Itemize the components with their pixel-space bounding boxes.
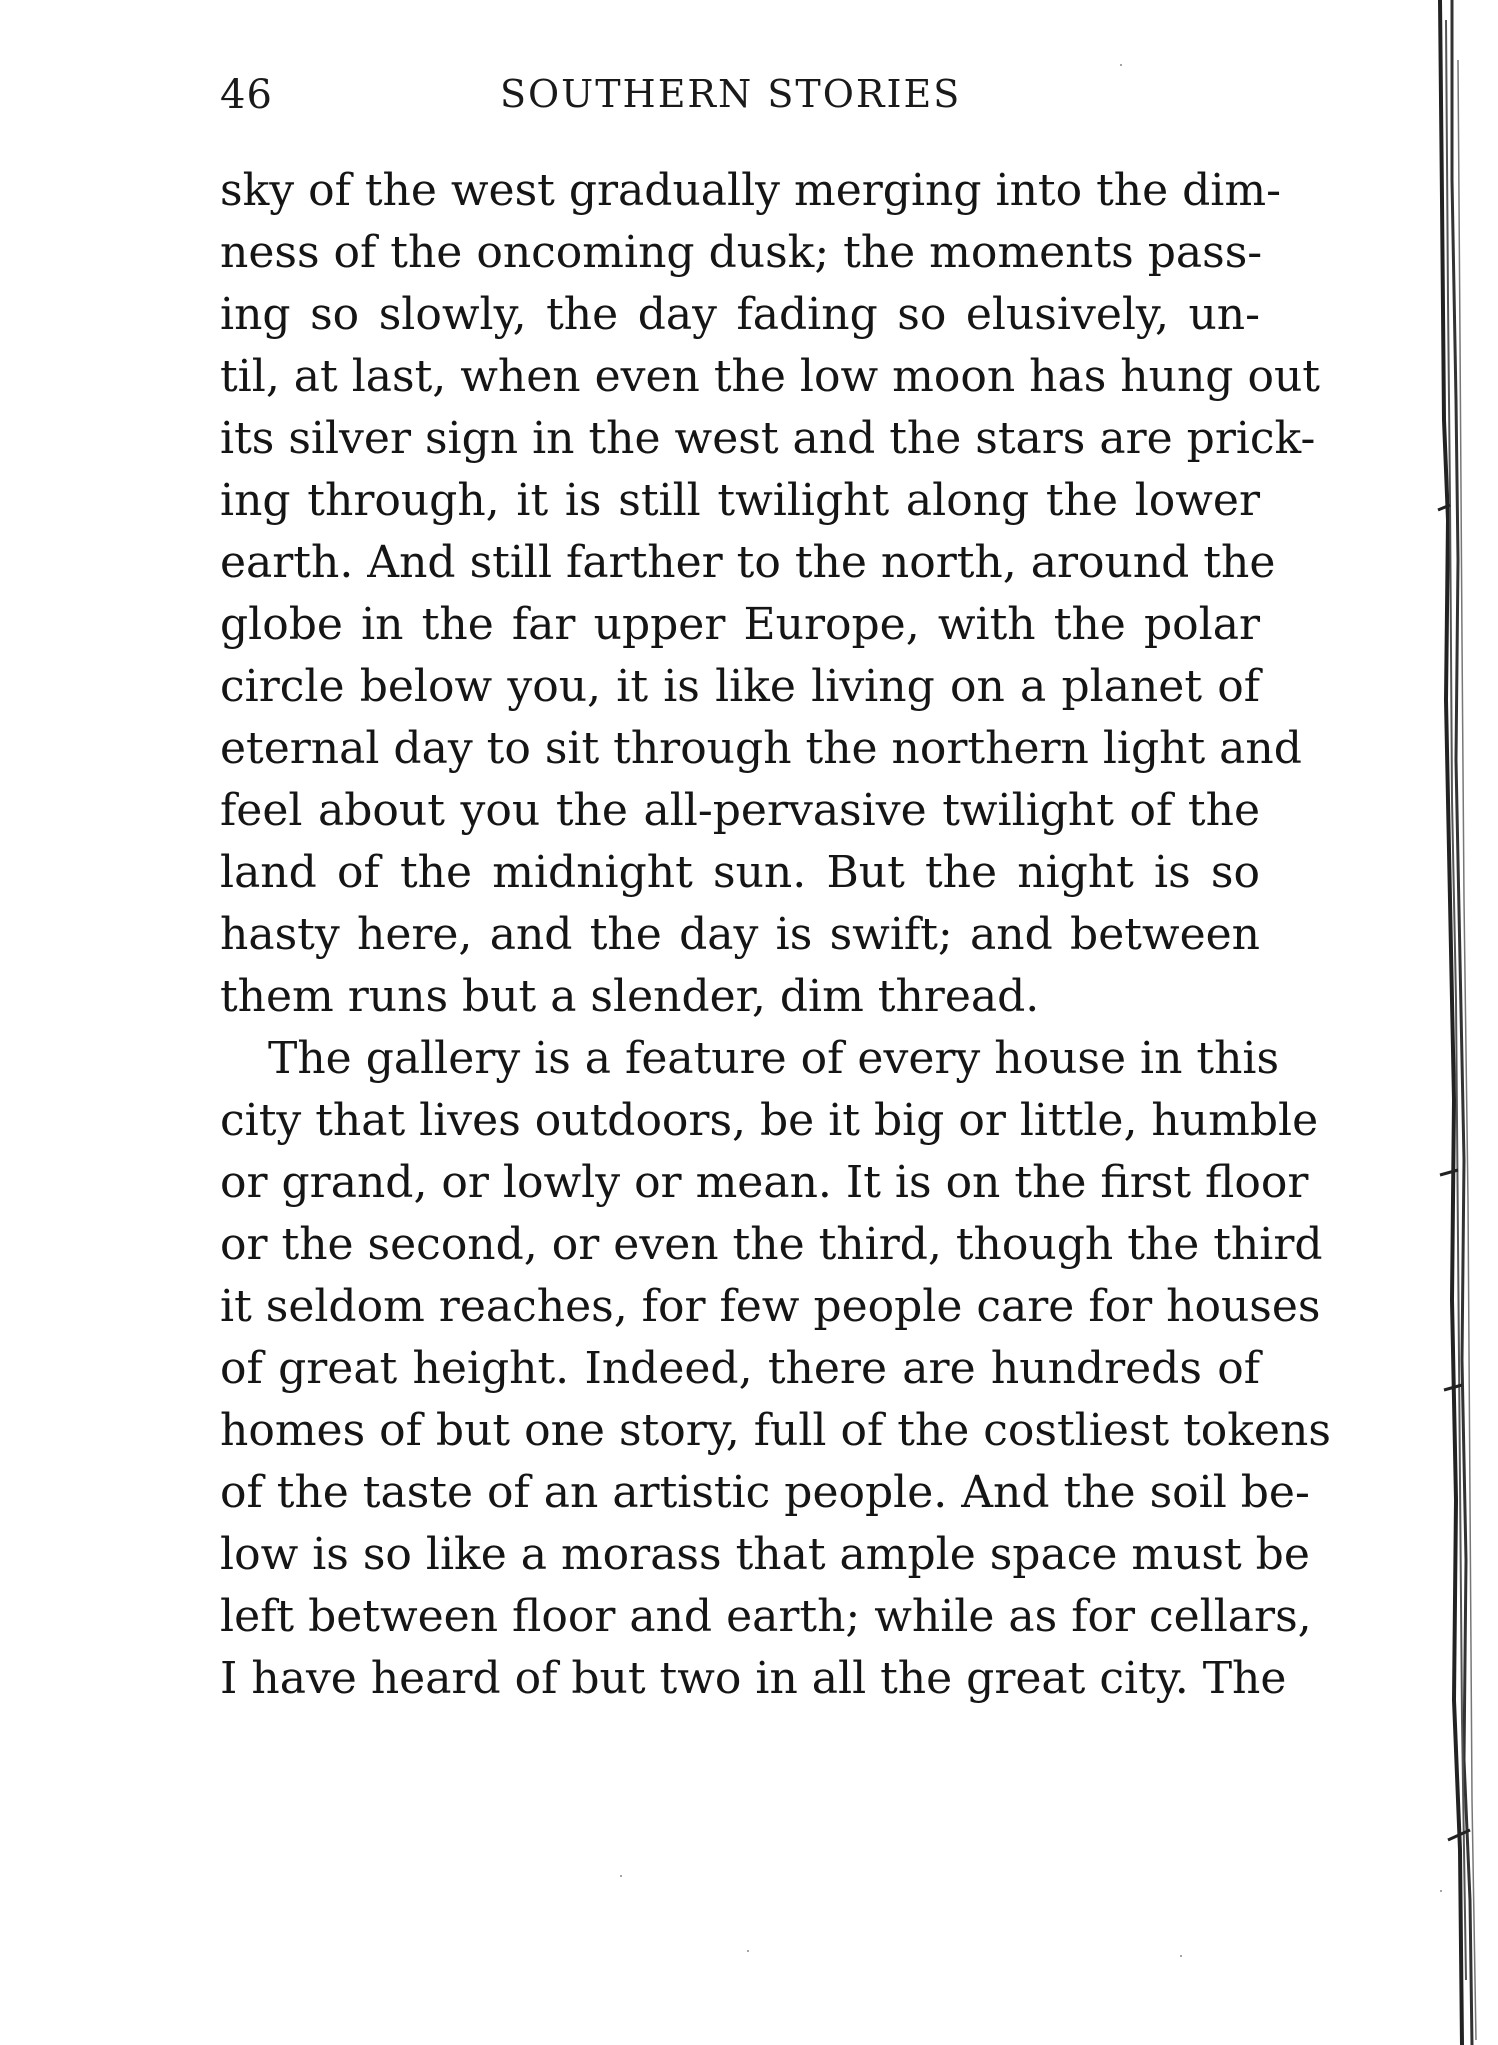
text-line: eternal day to sit through the northern light and (220, 723, 1302, 774)
text-line: or the second, or even the third, though the third (220, 1219, 1323, 1270)
text-line: its silver sign in the west and the stars are prick- (220, 413, 1316, 464)
text-line: ing through, it is still twilight along the lower (220, 475, 1260, 526)
paragraph (220, 160, 1320, 1028)
text-line: it seldom reaches, for few people care for houses (220, 1281, 1321, 1332)
text-line: homes of but one story, full of the costliest tokens (220, 1405, 1331, 1456)
text-line: circle below you, it is like living on a planet of (220, 661, 1260, 712)
paragraph (220, 1028, 1331, 1710)
running-title: SOUTHERN STORIES (500, 72, 962, 116)
text-line: hasty here, and the day is swift; and between (220, 909, 1260, 960)
paper-speck (620, 1875, 622, 1877)
paper-speck (1440, 1890, 1442, 1892)
text-line: globe in the far upper Europe, with the polar (220, 599, 1260, 650)
text-line: earth. And still farther to the north, around the (220, 537, 1276, 588)
text-line: til, at last, when even the low moon has hung out (220, 351, 1320, 402)
text-line: I have heard of but two in all the great city. The (220, 1653, 1287, 1704)
text-line: land of the midnight sun. But the night is so (220, 847, 1260, 898)
text-line: left between floor and earth; while as for cellars, (220, 1591, 1312, 1642)
text-line: or grand, or lowly or mean. It is on the first floor (220, 1157, 1309, 1208)
paper-speck (1120, 64, 1122, 66)
text-line: of great height. Indeed, there are hundreds of (220, 1343, 1260, 1394)
text-line: sky of the west gradually merging into the dim- (220, 165, 1281, 216)
text-line: ness of the oncoming dusk; the moments pass- (220, 227, 1263, 278)
page-binding-edge (1430, 0, 1498, 2045)
paper-speck (1180, 1955, 1182, 1957)
text-line: low is so like a morass that ample space must be (220, 1529, 1310, 1580)
body-text (220, 160, 1331, 1710)
text-line: them runs but a slender, dim thread. (220, 971, 1040, 1022)
running-head (220, 72, 1260, 132)
paper-speck (747, 1950, 749, 1952)
text-line: feel about you the all-pervasive twilight of the (220, 785, 1260, 836)
text-line: city that lives outdoors, be it big or little, humble (220, 1095, 1319, 1146)
text-line: of the taste of an artistic people. And the soil be- (220, 1467, 1310, 1518)
text-line: ing so slowly, the day fading so elusively, un- (220, 289, 1260, 340)
text-line: The gallery is a feature of every house in this (268, 1033, 1280, 1084)
page-number: 46 (220, 72, 273, 118)
